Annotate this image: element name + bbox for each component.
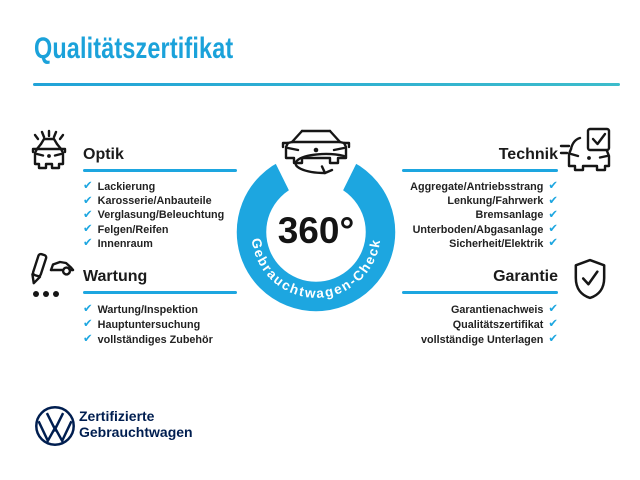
check-icon: ✔ xyxy=(83,180,93,193)
shield-check-icon xyxy=(572,258,608,300)
check-icon: ✔ xyxy=(83,222,93,235)
checklist-item-label: Aggregate/Antriebsstrang xyxy=(410,181,544,194)
checklist-item-label: Lackierung xyxy=(97,181,156,194)
checklist-item-label: Bremsanlage xyxy=(475,209,544,222)
check-icon: ✔ xyxy=(548,237,558,250)
check-icon: ✔ xyxy=(548,194,558,207)
check-icon: ✔ xyxy=(83,194,93,207)
checklist-item xyxy=(380,180,558,194)
checklist-item xyxy=(380,237,558,251)
checklist-technik xyxy=(380,180,558,251)
checklist-item xyxy=(83,317,253,332)
section-underline-optik xyxy=(83,169,237,172)
section-title-technik: Technik xyxy=(498,146,558,163)
section-title-optik: Optik xyxy=(83,146,124,163)
check-icon: ✔ xyxy=(548,318,558,331)
checklist-item-label: Sicherheit/Elektrik xyxy=(449,237,544,250)
page-title: Qualitätszertifikat xyxy=(34,32,234,65)
checklist-item-label: vollständiges Zubehör xyxy=(97,333,213,346)
section-underline-garantie xyxy=(402,291,558,294)
check-icon: ✔ xyxy=(548,180,558,193)
checklist-item xyxy=(380,194,558,208)
check-icon: ✔ xyxy=(548,222,558,235)
checklist-item-label: Karosserie/Anbauteile xyxy=(97,195,212,208)
checklist-item xyxy=(380,302,558,317)
footer-brand-text xyxy=(79,409,193,440)
360-check-badge xyxy=(228,112,404,314)
checklist-item-label: Hauptuntersuchung xyxy=(97,318,201,331)
checklist-pencil-car-icon xyxy=(24,251,76,303)
check-icon: ✔ xyxy=(83,333,93,346)
car-front-shine-icon xyxy=(25,127,73,175)
vw-logo xyxy=(34,405,76,447)
checklist-item-label: Qualitätszertifikat xyxy=(452,318,544,331)
check-icon: ✔ xyxy=(83,302,93,315)
checklist-item xyxy=(380,317,558,332)
checklist-item-label: Felgen/Reifen xyxy=(97,223,169,236)
checklist-item-label: Unterboden/Abgasanlage xyxy=(412,223,544,236)
badge-ring-label: Gebrauchtwagen-Check xyxy=(248,236,384,302)
badge-value: 360° xyxy=(277,210,355,251)
checklist-item-label: Wartung/Inspektion xyxy=(97,303,199,316)
checklist-item xyxy=(380,208,558,222)
checklist-item xyxy=(380,223,558,237)
checklist-item xyxy=(83,332,253,347)
section-title-garantie: Garantie xyxy=(493,268,558,285)
check-icon: ✔ xyxy=(83,318,93,331)
check-icon: ✔ xyxy=(83,237,93,250)
check-icon: ✔ xyxy=(548,333,558,346)
checklist-item-label: vollständige Unterlagen xyxy=(420,333,544,346)
footer-line2: Gebrauchtwagen xyxy=(79,423,193,440)
section-underline-wartung xyxy=(83,291,237,294)
checklist-garantie xyxy=(380,302,558,348)
checklist-item-label: Verglasung/Beleuchtung xyxy=(97,209,225,222)
section-title-wartung: Wartung xyxy=(83,268,148,285)
footer-line1: Zertifizierte xyxy=(79,408,155,424)
car-checkbox-icon xyxy=(558,126,614,176)
section-underline-technik xyxy=(402,169,558,172)
check-icon: ✔ xyxy=(83,208,93,221)
checklist-item xyxy=(380,332,558,347)
checklist-item-label: Innenraum xyxy=(97,237,153,250)
checklist-item-label: Lenkung/Fahrwerk xyxy=(447,195,544,208)
check-icon: ✔ xyxy=(548,208,558,221)
check-icon: ✔ xyxy=(548,302,558,315)
title-divider xyxy=(33,83,620,86)
checklist-item-label: Garantienachweis xyxy=(450,303,544,316)
